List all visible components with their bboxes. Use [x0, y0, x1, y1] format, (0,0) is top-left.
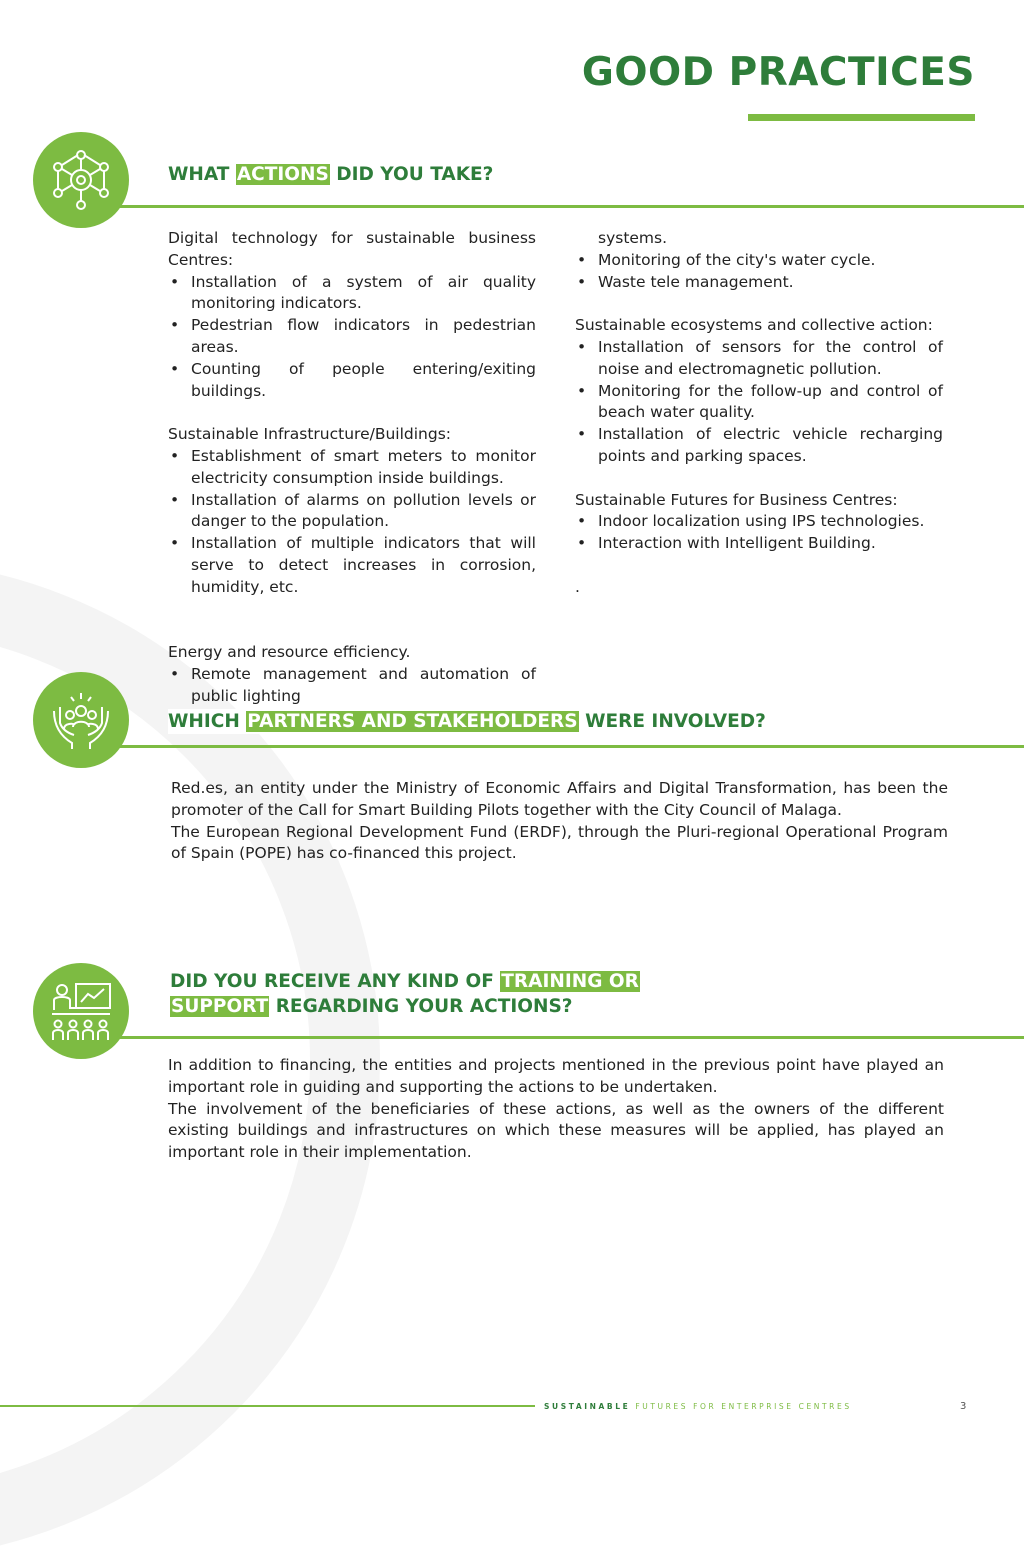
title-underline	[748, 114, 975, 121]
section-divider	[118, 205, 1024, 208]
list-item: • Installation of alarms on pollution levels or danger to the population.	[168, 490, 536, 534]
list-item: • Establishment of smart meters to monitor electricity consumption inside buildings.	[168, 446, 536, 490]
group-title: Sustainable Infrastructure/Buildings:	[168, 425, 452, 444]
training-text	[168, 1055, 944, 1164]
hands-people-icon	[33, 672, 129, 768]
bullet-list	[168, 446, 536, 599]
list-item: • Indoor localization using IPS technologies.	[575, 511, 943, 533]
list-item: • Installation of a system of air quality monitoring indicators.	[168, 272, 536, 316]
group-title: Sustainable ecosystems and collective action:	[575, 316, 933, 335]
bullet-list	[575, 511, 943, 555]
footer-text: SUSTAINABLE FUTURES FOR ENTERPRISE CENTRES	[544, 1402, 852, 1411]
bullet-list	[168, 272, 536, 403]
page-number: 3	[960, 1401, 967, 1412]
actions-left-column	[168, 228, 536, 708]
bullet-list	[575, 337, 943, 468]
list-item: • Counting of people entering/exiting buildings.	[168, 359, 536, 403]
training-presentation-icon	[33, 963, 129, 1059]
continuation-text: systems.	[598, 229, 668, 247]
group-title: Energy and resource efficiency.	[168, 643, 411, 662]
paragraph: In addition to financing, the entities and projects mentioned in the previous point have played an important role in guiding and supporting the actions to be undertaken.	[168, 1056, 944, 1096]
list-item: • Monitoring for the follow-up and control of beach water quality.	[575, 381, 943, 425]
section-heading-partners: WHICH PARTNERS AND STAKEHOLDERS WERE INVOLVED?	[168, 709, 770, 734]
page-title: GOOD PRACTICES	[581, 50, 975, 95]
list-item: • Installation of sensors for the control of noise and electromagnetic pollution.	[575, 337, 943, 381]
list-item: • Interaction with Intelligent Building.	[575, 533, 943, 555]
network-gear-icon	[33, 132, 129, 228]
list-item: • Installation of electric vehicle recharging points and parking spaces.	[575, 424, 943, 468]
list-item: • Installation of multiple indicators that will serve to detect increases in corrosion, humidity, etc.	[168, 533, 536, 598]
list-item: • Waste tele management.	[575, 272, 943, 294]
paragraph: The European Regional Development Fund (ERDF), through the Pluri-regional Operational Program of Spain (POPE) has co-financed this project.	[171, 822, 948, 863]
section-heading-actions: WHAT ACTIONS DID YOU TAKE?	[168, 164, 494, 185]
partners-text	[171, 778, 948, 865]
group-title: Digital technology for sustainable business Centres:	[168, 229, 536, 269]
actions-right-column	[575, 228, 943, 599]
list-item: • Pedestrian flow indicators in pedestrian areas.	[168, 315, 536, 359]
list-item: • Remote management and automation of public lighting	[168, 664, 536, 708]
section-divider	[118, 1036, 1024, 1039]
paragraph: Red.es, an entity under the Ministry of Economic Affairs and Digital Transformation, has been the promoter of the Call for Smart Building Pilots together with the City Council of Malaga.	[171, 779, 948, 819]
paragraph: The involvement of the beneficiaries of these actions, as well as the owners of the different existing buildings and infrastructures on which these measures will be applied, has played an important role in their implementation.	[168, 1099, 944, 1162]
list-item: • Monitoring of the city's water cycle.	[575, 250, 943, 272]
stray-mark: .	[575, 577, 580, 596]
footer-line	[0, 1405, 535, 1407]
group-title: Sustainable Futures for Business Centres:	[575, 490, 898, 509]
bullet-list	[168, 664, 536, 708]
section-heading-training: DID YOU RECEIVE ANY KIND OF TRAINING OR SUPPORT REGARDING YOUR ACTIONS?	[170, 971, 639, 1017]
section-divider	[118, 745, 1024, 748]
bullet-list	[575, 250, 943, 294]
